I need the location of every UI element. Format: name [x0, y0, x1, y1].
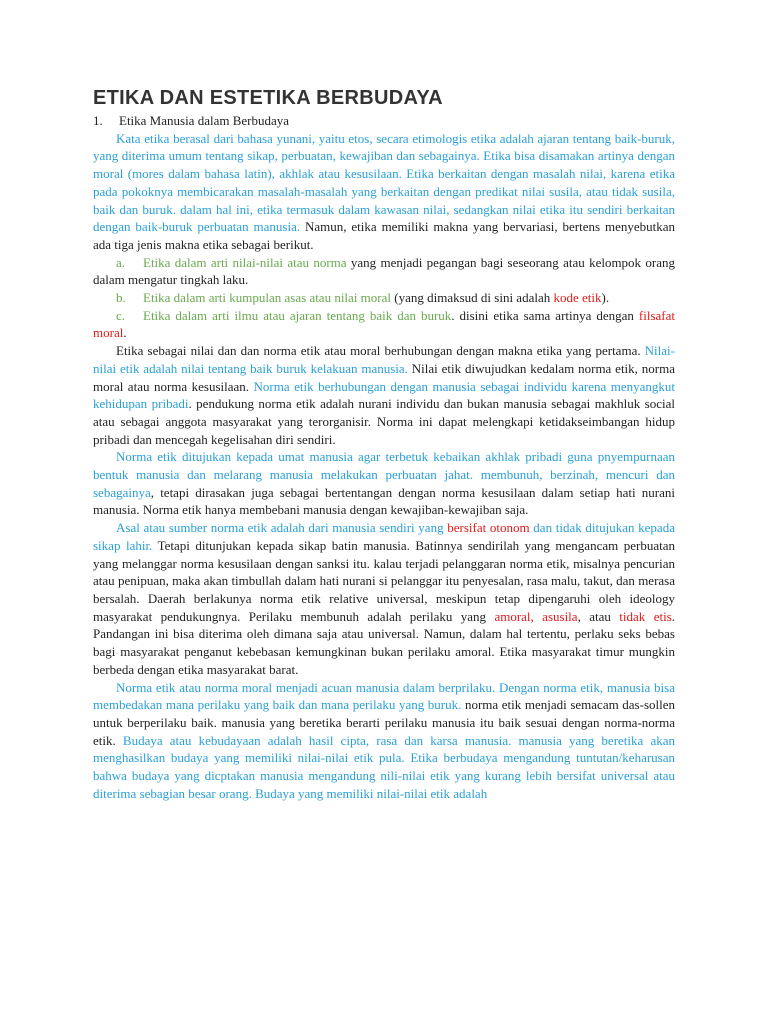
highlight-green: Etika dalam arti kumpulan asas atau nilai moral [143, 290, 392, 306]
highlight-blue: Kata etika berasal dari bahasa yunani, yaitu etos, secara etimologis etika adalah ajaran tentang baik-buruk, yang diterima umum tentang sikap, perbuatan, kewajiban dan sebagainya. Etika bisa disamakan artinya dengan moral (mores dalam bahasa latin), akhlak atau kesusilaan. Etika berkaitan dengan masalah nilai, karena etika pada pokoknya membicarakan masalah-masalah yang berkaitan dengan predikat nilai susila, atau tidak susila, baik dan buruk. dalam hal ini, etika termasuk dalam kawasan nilai, sedangkan nilai etika itu sendiri berkaitan dengan baik-buruk perbuatan manusia. [93, 130, 675, 235]
highlight-red: kode etik [553, 290, 602, 306]
highlight-blue: Nilai-nilai etik adalah nilai tentang baik buruk kelakuan manusia. [93, 343, 675, 376]
plain-text: Namun, etika memiliki makna yang bervariasi, bertens menyebutkan ada tiga jenis makna etika sebagai berikut. [93, 219, 675, 252]
paragraph-sumber-norma [93, 519, 675, 678]
plain-text: ). [601, 290, 610, 306]
highlight-red: amoral, asusila [494, 608, 578, 624]
list-item [93, 289, 675, 307]
highlight-blue: dan tidak ditujukan kepada sikap lahir. [93, 520, 675, 553]
plain-text: . Pandangan ini bisa diterima oleh dimana saja atau universal. Namun, dalam hal tertentu, perlaku seks bebas bagi masyarakat penganut kebebasan kemungkinan bukan perilaku amoral. Etika masyarakat timur mungkin berbeda dengan etika masyarakat barat. [93, 608, 675, 677]
plain-text: (yang dimaksud di sini adalah [391, 290, 554, 306]
plain-text: Nilai etik diwujudkan kedalam norma etik, norma moral atau norma kesusilaan. [93, 360, 675, 394]
highlight-blue: Norma etik ditujukan kepada umat manusia agar terbetuk kebaikan akhlak pribadi guna pnyempurnaan bentuk manusia dan melarang manusia melakukan perbuatan jahat. membunuh, berzinah, mencuri dan sebagainya [93, 449, 675, 500]
highlight-red: bersifat otonom [447, 520, 530, 536]
highlight-blue: Budaya atau kebudayaan adalah hasil cipta, rasa dan karsa manusia. manusia yang beretika akan menghasilkan budaya yang memiliki nilai-nilai etik pula. Etika berbudaya mengandung tuntutan/keharusan bahwa budaya yang dicptakan manusia mengandung nili-nilai etik yang kurang lebih bersifat universal atau diterima sebagian besar orang. Budaya yang memiliki nilai-nilai etik adalah [93, 732, 675, 801]
document-title: ETIKA DAN ESTETIKA BERBUDAYA [93, 87, 443, 109]
paragraph-acuan-perilaku [93, 679, 675, 803]
section-heading [93, 112, 675, 130]
highlight-blue: Norma etik atau norma moral menjadi acuan manusia dalam berprilaku. Dengan norma etik, manusia bisa membedakan mana perilaku yang baik dan mana perilaku yang buruk. [93, 679, 675, 713]
list-marker: c. [116, 307, 126, 323]
plain-text: . [123, 325, 127, 341]
list-item [93, 307, 675, 342]
highlight-blue: Asal atau sumber norma etik adalah dari manusia sendiri yang [116, 520, 448, 536]
highlight-red: tidak etis [619, 608, 672, 624]
paragraph-definition [93, 130, 675, 254]
highlight-red: filsafat moral [93, 307, 675, 341]
plain-text: yang menjadi pegangan bagi seseorang atau kelompok orang dalam mengatur tingkah laku. [93, 254, 675, 288]
plain-text: , atau [577, 608, 620, 624]
plain-text: Etika sebagai nilai dan dan norma etik atau moral berhubungan dengan makna etika yang pertama. [116, 343, 645, 359]
plain-text: norma etik menjadi semacam das-sollen untuk berperilaku baik. manusia yang beretika berarti perilaku manusia itu baik sesuai dengan norma-norma etik. [93, 697, 675, 748]
highlight-green: Etika dalam arti nilai-nilai atau norma [143, 254, 347, 270]
plain-text: Tetapi ditunjukan kepada sikap batin manusia. Batinnya sendirilah yang mengancam perbuatan yang melanggar norma kesusilaan dengan sanksi itu. kalau terjadi pelanggaran norma etik, misalnya pencurian atau penipuan, maka akan timbullah dalam hati nurani si pelanggar itu penyesalan, rasa malu, takut, dan merasa bersalah. Daerah berlakunya norma etik relative universal, meskipun tetap dipengaruhi oleh ideology masyarakat pendukungnya. Perilaku membunuh adalah perilaku yang [93, 537, 675, 624]
paragraph-tujuan-norma [93, 448, 675, 519]
highlight-green: Etika dalam arti ilmu atau ajaran tentang baik dan buruk [143, 307, 452, 323]
list-marker: a. [116, 254, 126, 270]
plain-text: , tetapi dirasakan juga sebagai bertentangan dengan norma kesusilaan dalam setiap hati nurani manusia. Norma etik hanya membebani manusia dengan kewajiban-kewajiban saja. [93, 484, 675, 518]
section-number: 1. [93, 113, 103, 128]
plain-text: . pendukung norma etik adalah nurani individu dan bukan manusia sebagai makhluk social atau sebagai anggota masyarakat yang terorganisir. Norma ini dapat melengkapi ketidakseimbangan hidup pribadi dan mencegah kegelisahan diri sendiri. [93, 396, 675, 447]
document-page [93, 86, 675, 802]
highlight-blue: Norma etik berhubungan dengan manusia sebagai individu karena menyangkut kehidupan pribadi [93, 378, 675, 412]
paragraph-norma-etik [93, 342, 675, 448]
plain-text: . disini etika sama artinya dengan [451, 307, 639, 323]
list-marker: b. [116, 290, 126, 306]
section-heading-text: Etika Manusia dalam Berbudaya [119, 113, 290, 128]
list-item [93, 254, 675, 289]
